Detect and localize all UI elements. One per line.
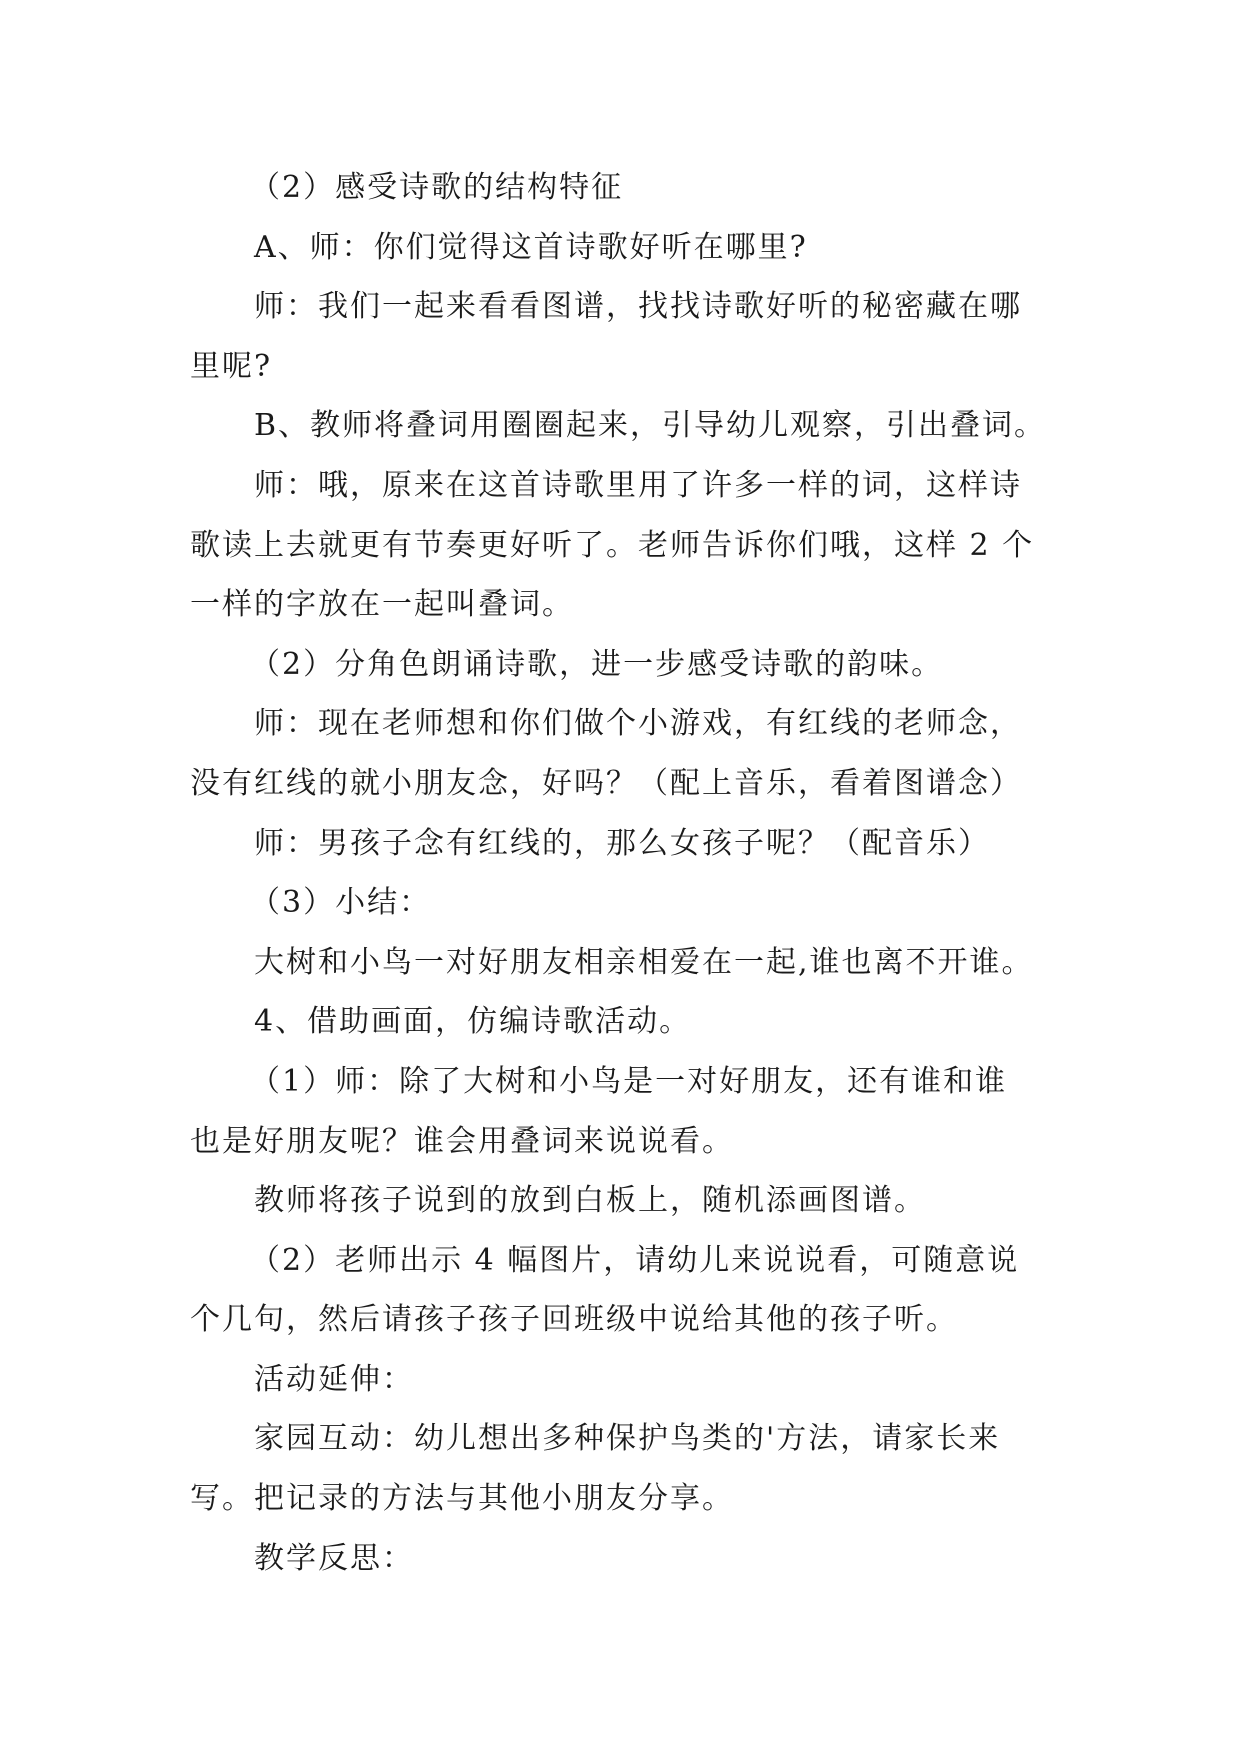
text-line: （3）小结：: [250, 885, 432, 921]
text-line: 师：哦，原来在这首诗歌里用了许多一样的词，这样诗: [254, 467, 1022, 503]
text-line: 教学反思：: [254, 1540, 414, 1576]
text-line: 一样的字放在一起叫叠词。: [190, 587, 574, 623]
text-line: （2）感受诗歌的结构特征: [250, 170, 624, 205]
text-line: 师：男孩子念有红线的，那么女孩子呢？（配音乐）: [254, 825, 990, 861]
text-line: （1）师：除了大树和小鸟是一对好朋友，还有谁和谁: [250, 1063, 1008, 1099]
text-line: B、教师将叠词用圈圈起来，引导幼儿观察，引出叠词。: [254, 408, 1047, 444]
text-line: 歌读上去就更有节奏更好听了。老师告诉你们哦，这样 2 个: [190, 527, 1035, 563]
text-line: 活动延伸：: [254, 1361, 414, 1397]
text-line: 4、借助画面，仿编诗歌活动。: [254, 1004, 692, 1040]
text-line: 里呢?: [190, 348, 273, 384]
text-line: 大树和小鸟一对好朋友相亲相爱在一起,谁也离不开谁。: [254, 944, 1034, 980]
text-line: 个几句，然后请孩子孩子回班级中说给其他的孩子听。: [190, 1302, 958, 1338]
text-line: 师：现在老师想和你们做个小游戏，有红线的老师念，: [254, 706, 1022, 742]
text-line: （2）老师出示 4 幅图片，请幼儿来说说看，可随意说: [250, 1242, 1020, 1278]
document-body: [190, 158, 1055, 1588]
text-line: 家园互动：幼儿想出多种保护鸟类的'方法，请家长来: [254, 1421, 1001, 1457]
text-line: （2）分角色朗诵诗歌，进一步感受诗歌的韵味。: [250, 646, 944, 682]
text-line: 写。把记录的方法与其他小朋友分享。: [190, 1481, 734, 1517]
text-line: 教师将孩子说到的放到白板上，随机添画图谱。: [254, 1183, 926, 1219]
text-line: 师：我们一起来看看图谱，找找诗歌好听的秘密藏在哪: [254, 289, 1022, 325]
text-line: A、师：你们觉得这首诗歌好听在哪里?: [254, 229, 808, 265]
text-line: 没有红线的就小朋友念，好吗？（配上音乐，看着图谱念）: [190, 765, 1022, 801]
text-line: 也是好朋友呢？谁会用叠词来说说看。: [190, 1123, 734, 1159]
